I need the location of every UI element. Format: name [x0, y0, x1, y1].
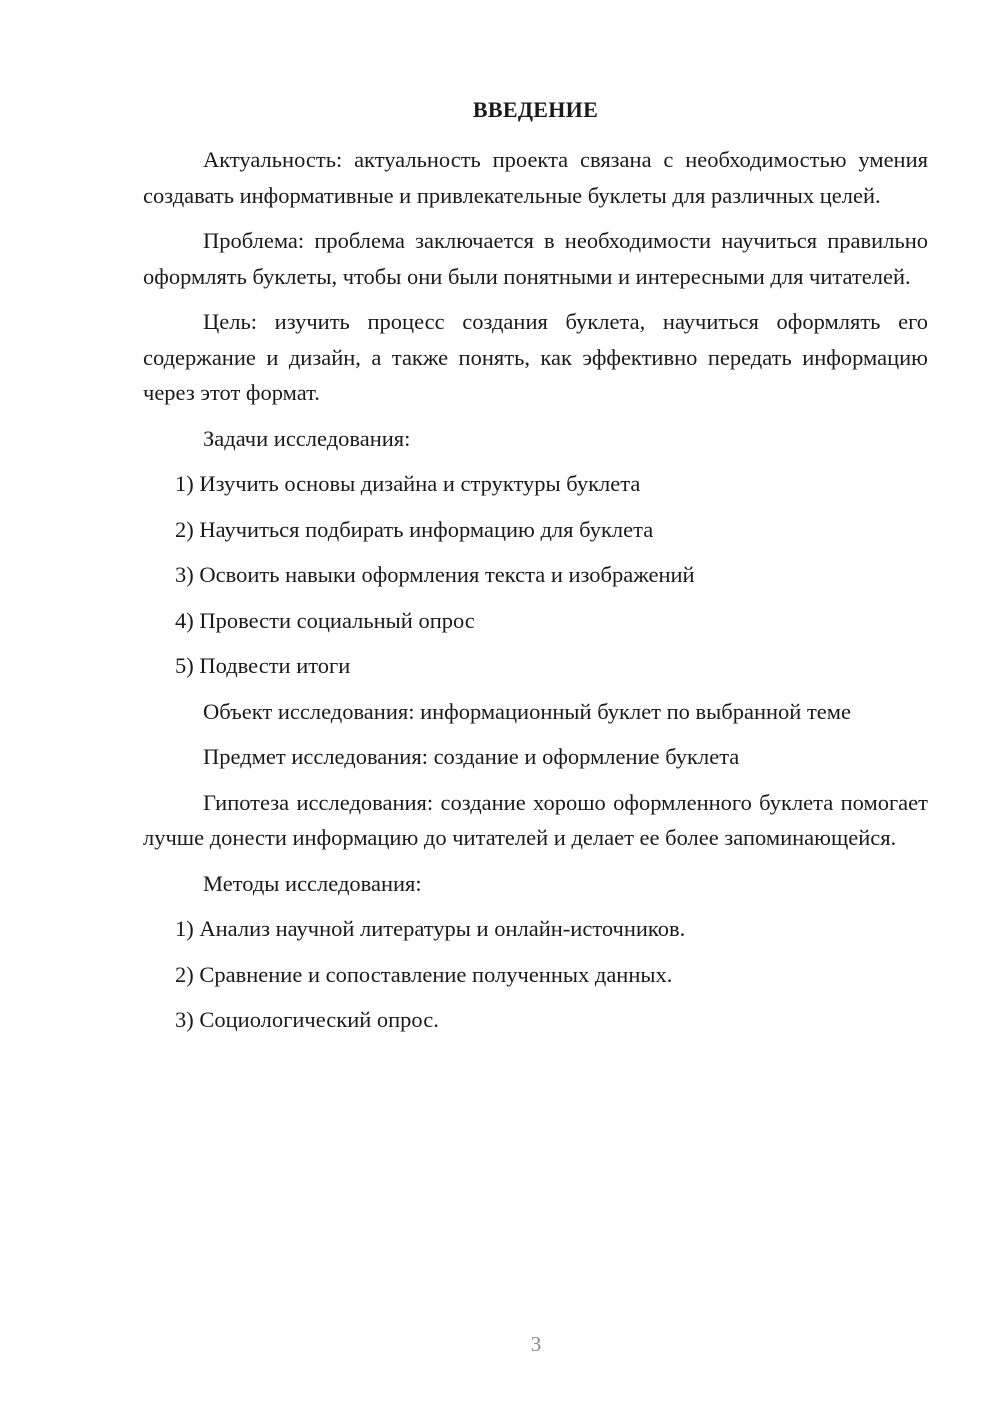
task-item: 4) Провести социальный опрос: [175, 607, 475, 633]
problem-paragraph: Проблема: проблема заключается в необходимости научиться правильно оформлять буклеты, чтобы они были понятными и интересными для читателей.: [143, 228, 928, 289]
object-line: Объект исследования: информационный буклет по выбранной теме: [203, 698, 852, 724]
tasks-label: Задачи исследования:: [203, 425, 411, 451]
relevance-paragraph: Актуальность: актуальность проекта связана с необходимостью умения создавать информативные и привлекательные буклеты для различных целей.: [143, 147, 928, 208]
goal-paragraph: Цель: изучить процесс создания буклета, научиться оформлять его содержание и дизайн, а также понять, как эффективно передать информацию через этот формат.: [143, 309, 928, 405]
hypothesis-paragraph: Гипотеза исследования: создание хорошо оформленного буклета помогает лучше донести информацию до читателей и делает ее более запоминающейся.: [143, 789, 928, 850]
task-item: 3) Освоить навыки оформления текста и изображений: [175, 562, 695, 587]
task-item: 2) Научиться подбирать информацию для буклета: [175, 516, 654, 542]
task-item: 1) Изучить основы дизайна и структуры буклета: [175, 471, 641, 496]
method-item: 2) Сравнение и сопоставление полученных данных.: [175, 961, 673, 987]
page-heading: ВВЕДЕНИЕ: [472, 97, 599, 122]
page-content: [143, 94, 928, 1048]
page-number: 3: [530, 1332, 542, 1356]
method-item: 3) Социологический опрос.: [175, 1007, 439, 1032]
task-item: 5) Подвести итоги: [175, 653, 351, 678]
methods-label: Методы исследования:: [203, 870, 422, 896]
subject-line: Предмет исследования: создание и оформление буклета: [203, 744, 740, 769]
method-item: 1) Анализ научной литературы и онлайн-источников.: [175, 916, 686, 941]
